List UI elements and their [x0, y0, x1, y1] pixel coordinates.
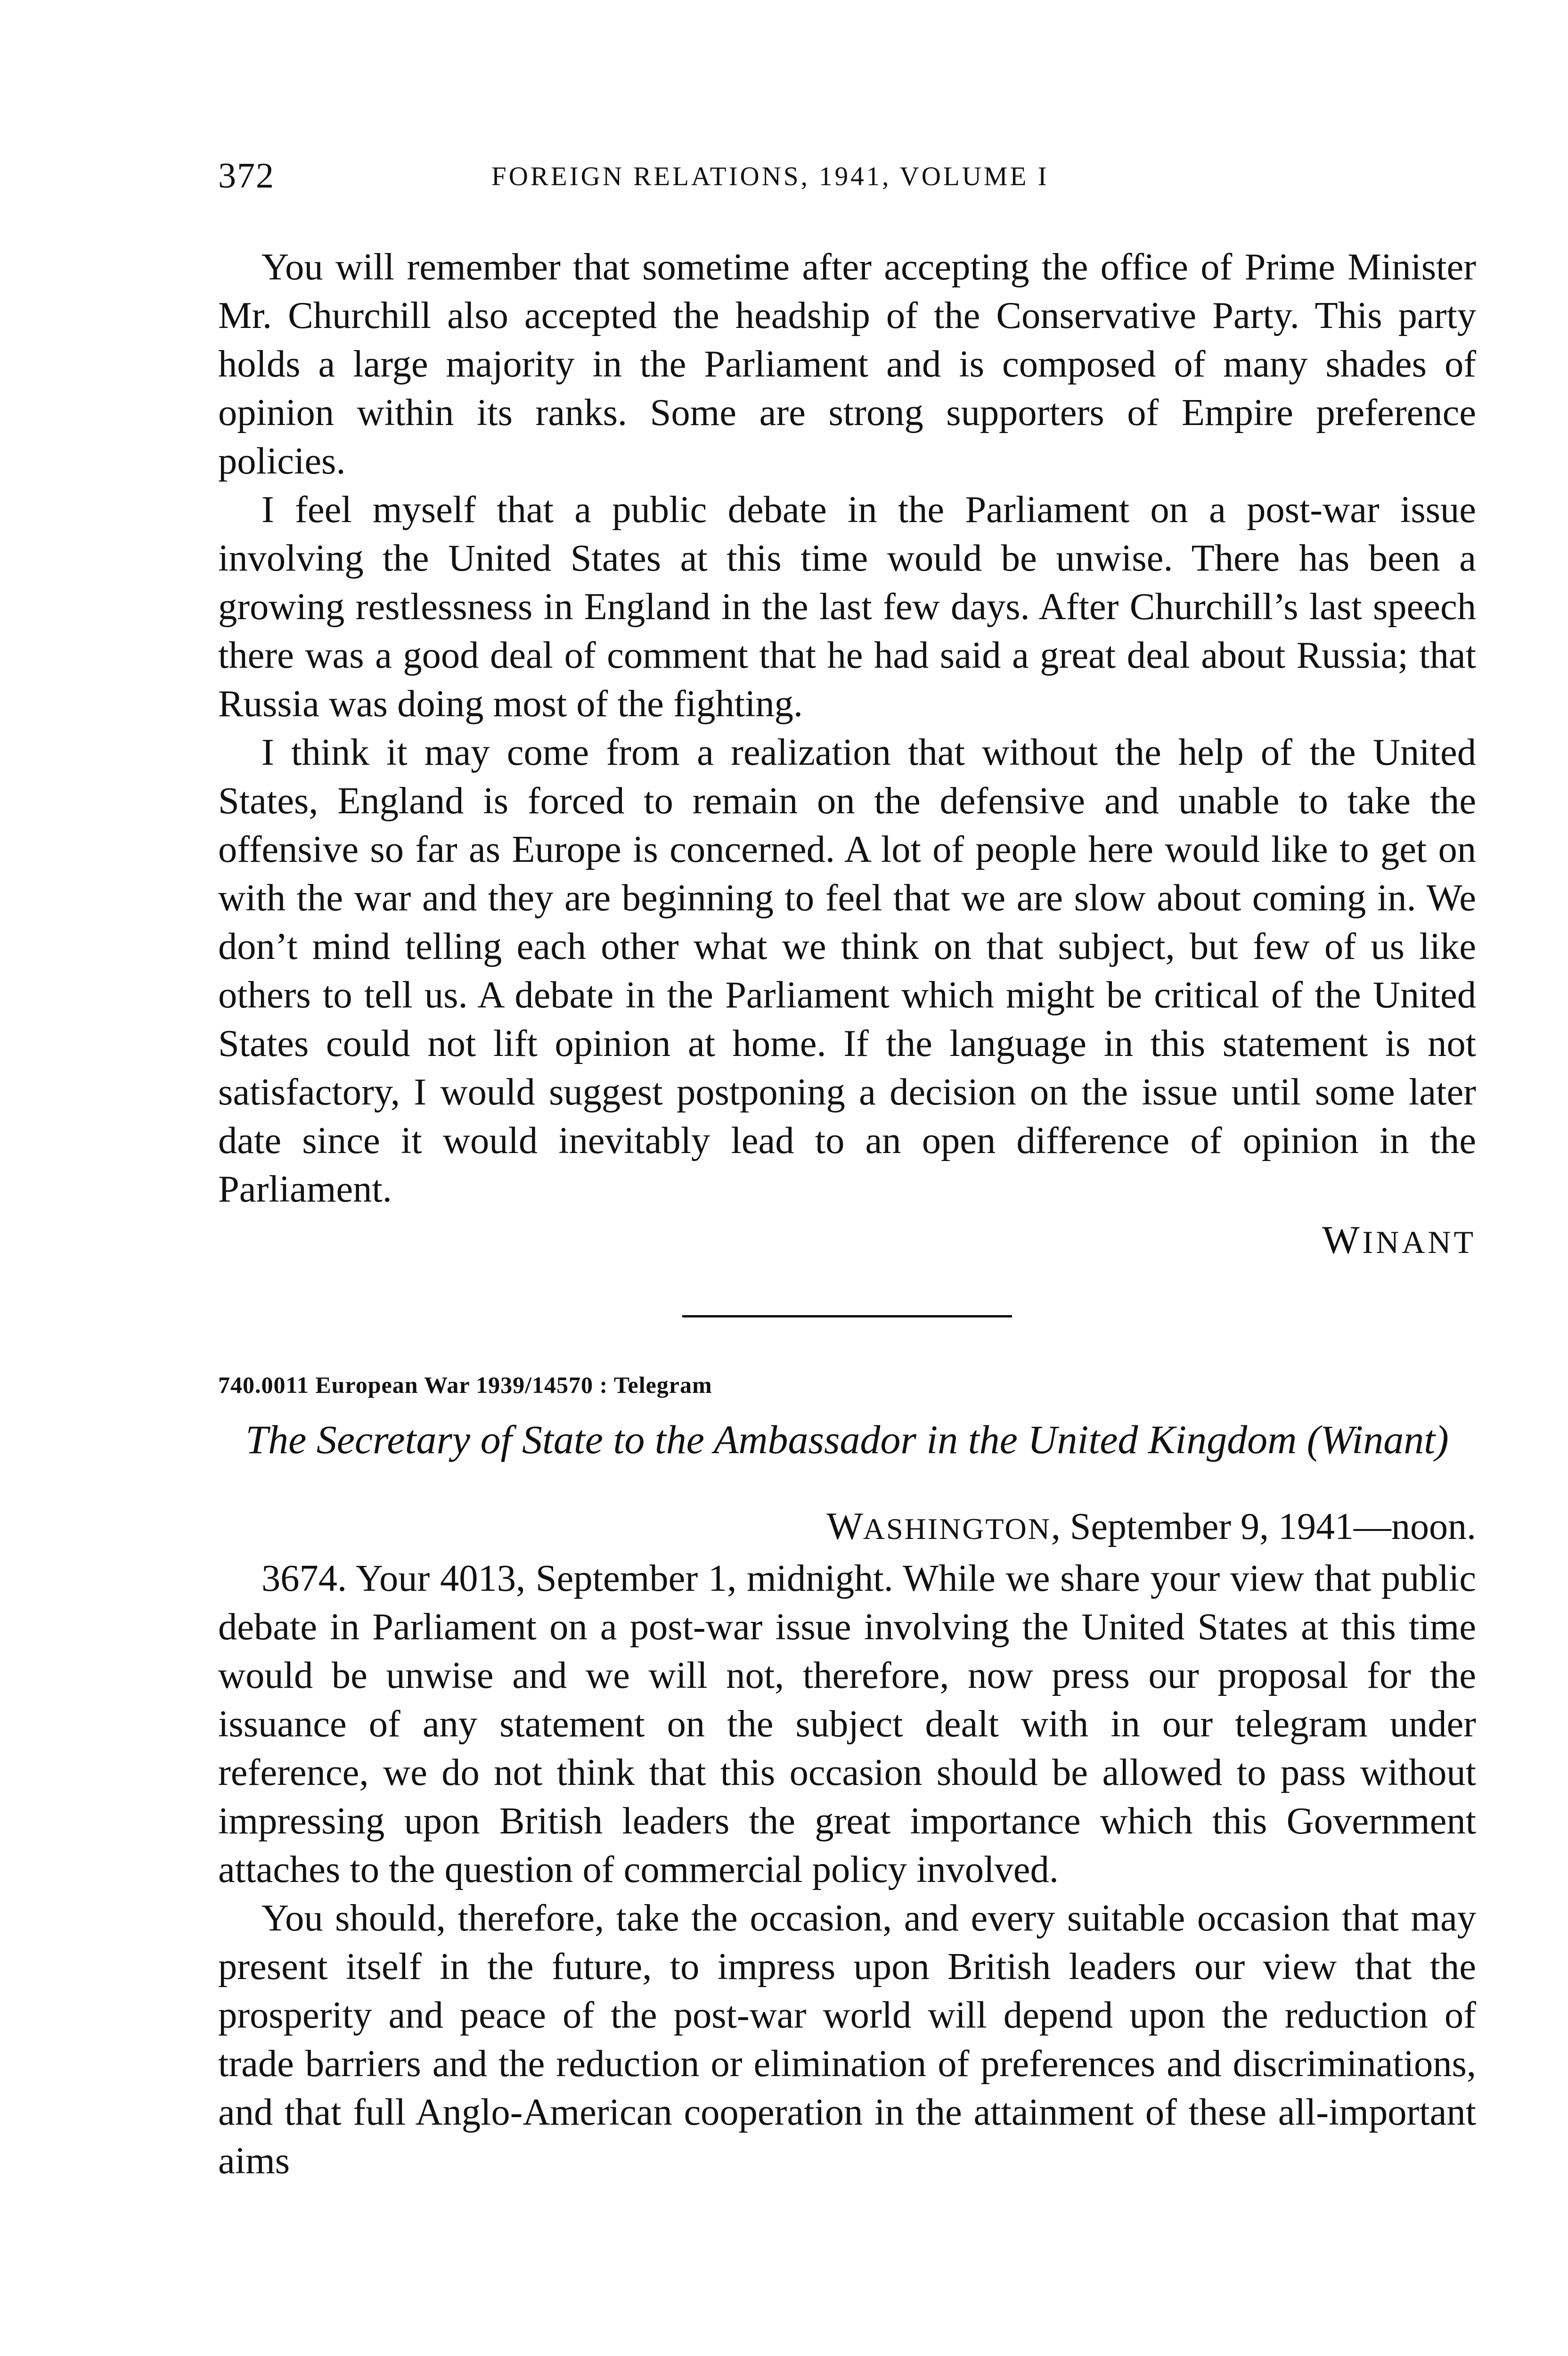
- dateline-place-initial: W: [826, 1505, 863, 1547]
- page-header: [218, 155, 1476, 203]
- paragraph: I feel myself that a public debate in the Parliament on a post-war issue involving the United States at this time would be unwise. There has been a growing restlessness in England in the last few days. After Churchill’s last speech there was a good deal of comment that he had said a great deal about Russia; that Russia was doing most of the fighting.: [218, 489, 1476, 725]
- page-content: [218, 243, 1476, 2185]
- signature-winant: [218, 1214, 1476, 1268]
- paragraph: 3674. Your 4013, September 1, midnight. While we share your view that public debate in Parliament on a post-war issue involving the United States at this time would be unwise and we will not, therefore, now press our proposal for the issuance of any statement on the subject dealt with in our telegram under reference, we do not think that this occasion should be allowed to pass without impressing upon British leaders the great importance which this Government attaches to the question of commercial policy involved.: [218, 1557, 1476, 1890]
- file-reference: 740.0011 European War 1939/14570 : Telegram: [218, 1372, 712, 1398]
- dateline-place-rest: ASHINGTON: [863, 1512, 1051, 1546]
- signature-rest: INANT: [1362, 1224, 1476, 1260]
- paragraph: You will remember that sometime after accepting the office of Prime Minister Mr. Churchill also accepted the headship of the Conservative Party. This party holds a large majority in the Parliament and is composed of many shades of opinion within its ranks. Some are strong supporters of Empire preference policies.: [218, 246, 1476, 482]
- page-number: 372: [218, 156, 275, 196]
- paragraph: You should, therefore, take the occasion, and every suitable occasion that may present itself in the future, to impress upon British leaders our view that the prosperity and peace of the post-war world will depend upon the reduction of trade barriers and the reduction or elimination of preferences and discriminations, and that full Anglo-American cooperation in the attainment of these all-important aims: [218, 1897, 1476, 2182]
- dateline-date: , September 9, 1941—noon.: [1051, 1506, 1476, 1547]
- running-head: FOREIGN RELATIONS, 1941, VOLUME I: [491, 162, 1049, 191]
- section-divider: [682, 1315, 1012, 1317]
- paragraph: I think it may come from a realization that without the help of the United States, England is forced to remain on the defensive and unable to take the offensive so far as Europe is concerned. A lot of people here would like to get on with the war and they are beginning to feel that we are slow about coming in. We don’t mind telling each other what we think on that subject, but few of us like others to tell us. A debate in the Parliament which might be critical of the United States could not lift opinion at home. If the language in this statement is not satisfactory, I would suggest postponing a decision on the issue until some later date since it would inevitably lead to an open difference of opinion in the Parliament.: [218, 731, 1476, 1210]
- document-title: The Secretary of State to the Ambassador in the United Kingdom (Winant): [245, 1417, 1449, 1462]
- dateline: [218, 1501, 1476, 1554]
- signature-initial: W: [1322, 1218, 1363, 1262]
